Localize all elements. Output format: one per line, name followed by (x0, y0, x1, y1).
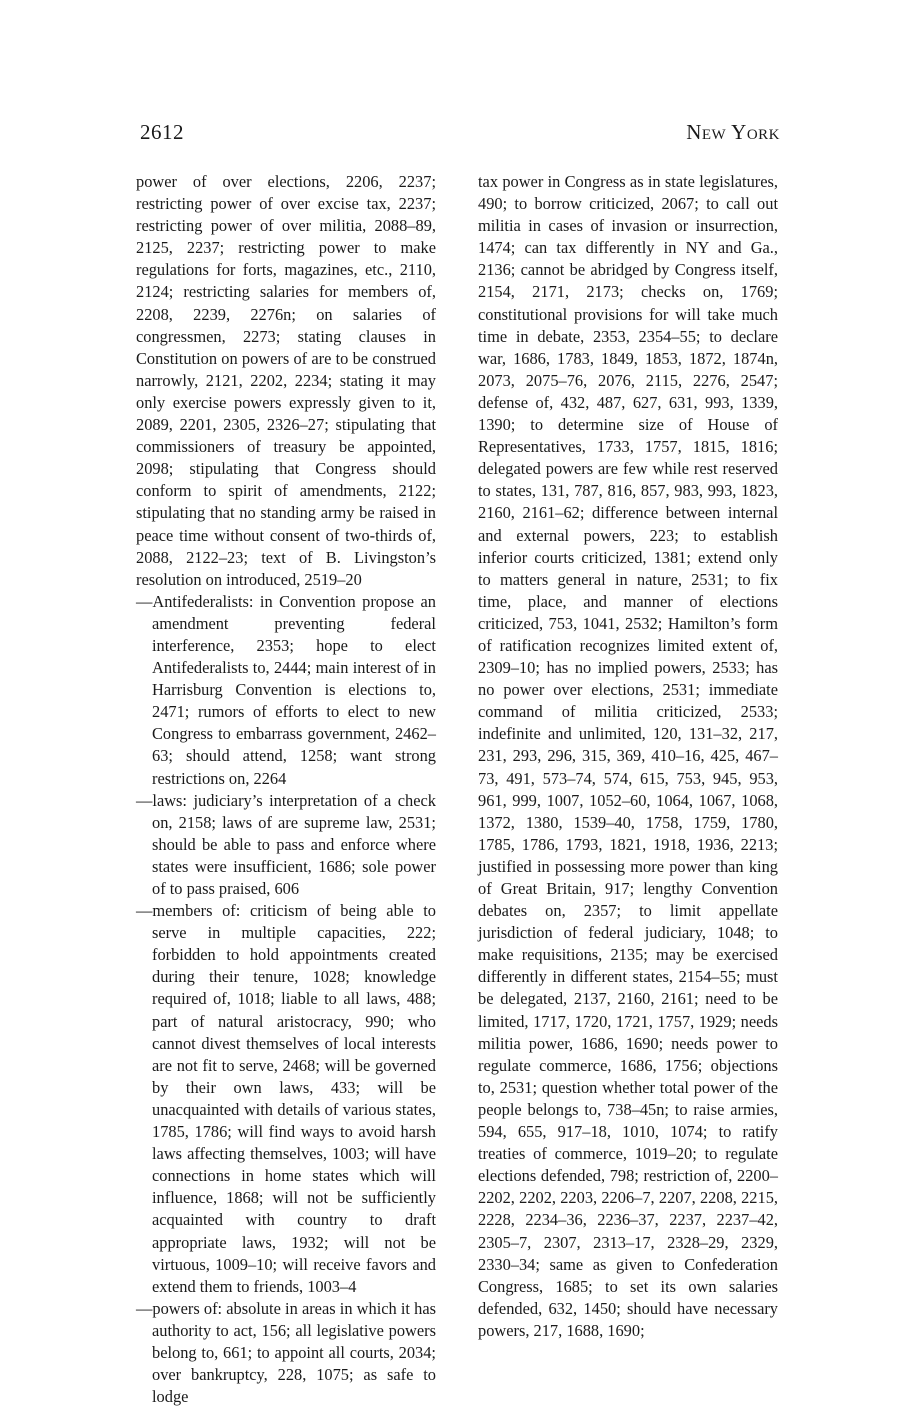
index-column-right (478, 171, 778, 1342)
index-entry: —powers of: absolute in areas in which it has authority to act, 156; all legislative powers belong to, 661; to appoint all courts, 2034; over bankruptcy, 228, 1075; as safe to lodge (136, 1298, 436, 1407)
running-head: New York (686, 120, 780, 144)
page-number: 2612 (140, 120, 184, 144)
index-entry: power of over elections, 2206, 2237; restricting power of over excise tax, 2237; restricting power of over militia, 2088–89, 2125, 2237; restricting power to make regulations for forts, magazines, etc., 2110, 2124; restricting salaries for members of, 2208, 2239, 2276n; on salaries of congressmen, 2273; stating clauses in Constitution on powers of are to be construed narrowly, 2121, 2202, 2234; stating it may only exercise powers expressly given to it, 2089, 2201, 2305, 2326–27; stipulating that commissioners of treasury be appointed, 2098; stipulating that Congress should conform to spirit of amendments, 2122; stipulating that no standing army be raised in peace time without consent of two-thirds of, 2088, 2122–23; text of B. Livingston’s resolution on introduced, 2519–20 (136, 172, 436, 589)
index-entry-continued: tax power in Congress as in state legislatures, 490; to borrow criticized, 2067; to call out militia in cases of invasion or insurrection, 1474; can tax differently in NY and Ga., 2136; cannot be abridged by Congress itself, 2154, 2171, 2173; checks on, 1769; constitutional provisions for will take much time in debate, 2353, 2354–55; to declare war, 1686, 1783, 1849, 1853, 1872, 1874n, 2073, 2075–76, 2076, 2115, 2276, 2547; defense of, 432, 487, 627, 631, 993, 1339, 1390; to determine size of House of Representatives, 1733, 1757, 1815, 1816; delegated powers are few while rest reserved to states, 131, 787, 816, 857, 983, 993, 1823, 2160, 2161–62; difference between internal and external powers, 223; to establish inferior courts criticized, 1381; extend only to matters general in nature, 2531; to fix time, place, and manner of elections criticized, 753, 1041, 2532; Hamilton’s form of ratification recognizes limited extent of, 2309–10; has no implied powers, 2533; has no power over elections, 2531; immediate command of militia criticized, 2533; indefinite and unlimited, 120, 131–32, 217, 231, 293, 296, 315, 369, 410–16, 425, 467–73, 491, 573–74, 574, 615, 753, 945, 953, 961, 999, 1007, 1052–60, 1064, 1067, 1068, 1372, 1380, 1539–40, 1758, 1759, 1780, 1785, 1786, 1793, 1821, 1918, 1936, 2213; justified in possessing more power than king of Great Britain, 917; lengthy Convention debates on, 2357; to limit appellate jurisdiction of federal judiciary, 1048; to make requisitions, 2135; may be exercised differently in different states, 2154–55; must be delegated, 2137, 2160, 2161; need to be limited, 1717, 1720, 1721, 1757, 1929; needs militia power, 1686, 1690; needs power to regulate commerce, 1686, 1756; objections to, 2531; question whether total power of the people belongs to, 738–45n; to raise armies, 594, 655, 917–18, 1010, 1074; to ratify treaties of commerce, 1019–20; to regulate elections defended, 798; restriction of, 2200–2202, 2202, 2203, 2206–7, 2207, 2208, 2215, 2228, 2234–36, 2236–37, 2237, 2237–42, 2305–7, 2307, 2313–17, 2328–29, 2329, 2330–34; same as given to Confederation Congress, 1685; to set its own salaries defended, 632, 1450; should have necessary powers, 217, 1688, 1690; (478, 172, 778, 1340)
index-column-left (136, 171, 436, 1408)
index-entry: —laws: judiciary’s interpretation of a check on, 2158; laws of are supreme law, 2531; should be able to pass and enforce where states were insufficient, 1686; sole power of to pass praised, 606 (136, 790, 436, 898)
index-entry: —Antifederalists: in Convention propose an amendment preventing federal interference, 2353; hope to elect Antifederalists to, 2444; main interest of in Harrisburg Convention is elections to, 2471; rumors of efforts to elect to new Congress to embarrass government, 2462–63; should attend, 1258; want strong restrictions on, 2264 (136, 591, 436, 788)
index-entry: —members of: criticism of being able to serve in multiple capacities, 222; forbidden to hold appointments created during their tenure, 1028; knowledge required of, 1018; liable to all laws, 488; part of natural aristocracy, 990; who cannot divest themselves of local interests are not fit to serve, 2468; will be governed by their own laws, 433; will be unacquainted with details of various states, 1785, 1786; will find ways to avoid harsh laws affecting themselves, 1003; will have connections in home states which will influence, 1868; will not be sufficiently acquainted with country to draft appropriate laws, 1932; will not be virtuous, 1009–10; will receive favors and extend them to friends, 1003–4 (136, 901, 436, 1296)
